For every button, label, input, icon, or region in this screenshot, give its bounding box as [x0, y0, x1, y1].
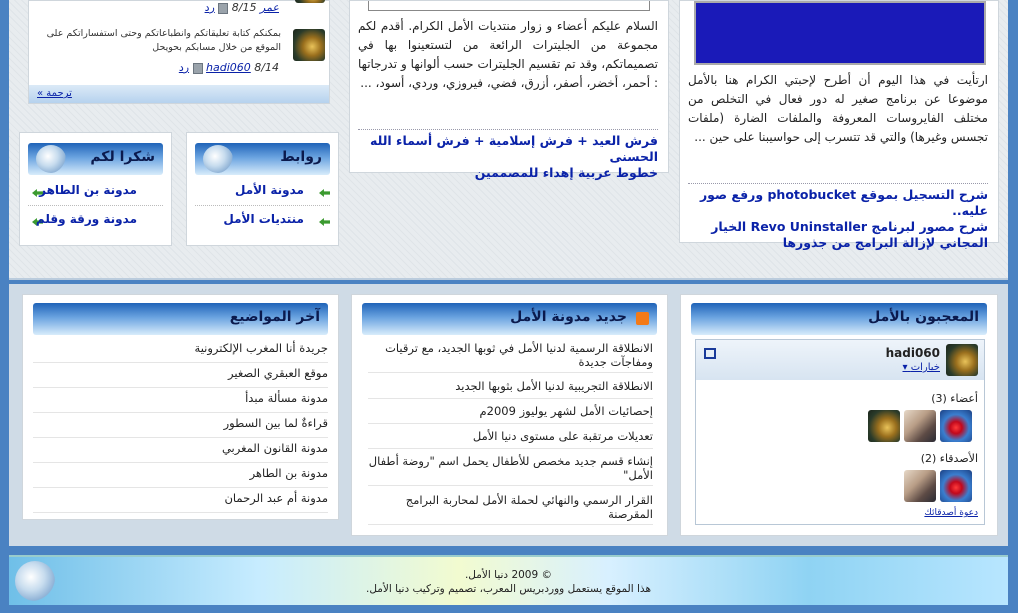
chevron-down-icon: ▾ — [902, 362, 908, 373]
links-link-2[interactable]: منتديات الأمل — [223, 212, 304, 226]
footer — [9, 555, 1008, 605]
thanks-box — [19, 132, 172, 246]
comment-text: بمكنكم كتابة تعليقاتكم وانطباعاتكم وحتى استفساراتكم على الموقع من خلال مسابكم بحويحل — [46, 28, 281, 53]
list-item[interactable]: إحصائيات الأمل لشهر يوليوز 2009م — [368, 404, 653, 424]
list-item[interactable]: إنشاء قسم جديد مخصص للأطفال يحمل اسم "روضة أطفال الأمل" — [368, 454, 653, 486]
article-image — [694, 1, 986, 65]
translate-link[interactable]: ترجمة » — [37, 88, 72, 99]
fans-user-bar — [696, 340, 984, 380]
list-item[interactable]: مدونة أم عبد الرحمان — [33, 491, 328, 513]
friends-label: الأصدقاء (2) — [920, 452, 978, 465]
comments-box — [28, 0, 330, 104]
list-item[interactable]: مدونة مسألة مبدأ — [33, 391, 328, 413]
related-link[interactable]: شرح مصور لبرنامج Revo Uninstaller الخيار — [711, 219, 988, 234]
fans-widget — [695, 339, 985, 525]
related-link[interactable]: المجاني لإزالة البرامج من جذورها — [782, 235, 988, 250]
site-logo-icon — [15, 561, 55, 601]
center-article-links — [358, 133, 658, 181]
right-article-box — [679, 0, 999, 250]
list-item[interactable]: موقع العبقري الصغير — [33, 366, 328, 388]
arrow-icon — [319, 218, 330, 226]
latest-header — [33, 303, 328, 335]
footer-credits: هذا الموقع يستعمل ووردبريس المعرب، تصميم وتركيب دنيا الأمل. — [366, 583, 651, 595]
user-avatar[interactable] — [946, 344, 978, 376]
comment-date: 8/15 — [231, 1, 257, 14]
fans-header — [691, 303, 987, 335]
divider — [358, 129, 658, 130]
footer-copyright: © 2009 دنيا الأمل. — [464, 569, 553, 581]
new-blog-title: جديد مدونة الأمل — [510, 309, 627, 325]
thanks-header — [28, 143, 163, 175]
rss-icon[interactable] — [636, 312, 649, 325]
invite-link[interactable]: دعوة أصدقائك — [924, 508, 978, 518]
comment-user-link[interactable]: hadi060 — [206, 61, 251, 74]
links-title: روابط — [280, 149, 322, 165]
comment-avatar — [293, 29, 325, 61]
divider — [28, 205, 163, 206]
links-link-1[interactable]: مدونة الأمل — [235, 183, 304, 197]
list-item[interactable]: مدونة القانون المغربي — [33, 441, 328, 463]
new-blog-header — [362, 303, 657, 335]
related-link[interactable]: فرش العيد + فرش إسلامية + فرش أسماء الله الحسنى — [370, 133, 658, 164]
list-item[interactable]: مدونة بن الطاهر — [33, 466, 328, 488]
member-avatar[interactable] — [904, 410, 936, 442]
latest-title: آخر المواضيع — [229, 309, 320, 325]
translate-bar — [29, 85, 329, 103]
members-label: أعضاء (3) — [931, 392, 978, 405]
thanks-title: شكرا لكم — [90, 149, 155, 165]
trash-icon[interactable] — [218, 3, 228, 14]
related-link[interactable]: خطوط عربية إهداء للمصممين — [474, 165, 658, 180]
latest-box — [22, 294, 339, 520]
divider — [688, 183, 988, 184]
reply-link[interactable]: رد — [204, 1, 215, 14]
right-article-text: ارتأيت في هذا اليوم أن أطرح لإحبتي الكرام هنا بالأمل موضوعا عن برنامج صغير له دور فعال في التخلص من مختلف الفايروسات المعروفة والملفات الضارة (ملفات تجسس وغيرها) والتي قد تتسرب إلى حواسيبنا على حين ... — [688, 73, 988, 144]
right-article-links — [688, 187, 988, 251]
list-item[interactable]: جريدة أنا المغرب الإلكترونية — [33, 341, 328, 363]
center-article-text: السلام عليكم أعضاء و زوار منتديات الأمل الكرام. أقدم لكم مجموعة من الجليترات الرائعة من لتستعينوا بها في تصميماتكم، وقد تم تقسيم الجليترات حسب ألوانها و تدرجاتها : أحمر، أخضر، أصفر، أزرق، فضي، فيروزي، وردي، أسود، ... — [358, 19, 658, 90]
member-avatar[interactable] — [940, 410, 972, 442]
center-article-box — [349, 0, 669, 180]
fans-title: المعجبون بالأمل — [868, 309, 979, 325]
comment-meta-2 — [179, 61, 279, 74]
divider — [195, 205, 330, 206]
fans-box — [680, 294, 998, 536]
reply-link[interactable]: رد — [178, 61, 190, 74]
links-header — [195, 143, 330, 175]
username[interactable]: hadi060 — [885, 346, 940, 360]
related-link[interactable]: شرح التسجيل بموقع photobucket ورفع صور عليه.. — [699, 187, 988, 218]
list-item[interactable]: الانطلاقة التجريبية لدنيا الأمل بثوبها الجديد — [368, 379, 653, 399]
copy-icon[interactable] — [704, 348, 716, 359]
article-image-frame — [368, 1, 650, 11]
friend-avatar[interactable] — [940, 470, 972, 502]
thanks-link-2[interactable]: مدونة ورقة وقلم — [35, 212, 137, 226]
comment-date: 8/14 — [254, 61, 279, 74]
list-item[interactable]: تعديلات مرتقبة على مستوى دنيا الأمل — [368, 429, 653, 449]
options-link[interactable] — [903, 362, 941, 373]
site-logo-icon — [36, 145, 66, 173]
arrow-icon — [319, 189, 330, 197]
list-item[interactable]: القرار الرسمي والنهائي لحملة الأمل لمحاربة البرامج المقرصنة — [368, 493, 653, 525]
site-logo-icon — [203, 145, 233, 173]
list-item[interactable]: قراءةٌ لما بين السطور — [33, 416, 328, 438]
comment-avatar — [295, 0, 325, 3]
list-item[interactable]: الانطلاقة الرسمية لدنيا الأمل في ثوبها الجديد، مع ترقيات ومفاجآت جديدة — [368, 341, 653, 373]
comment-user-link[interactable]: عمر — [260, 1, 279, 14]
new-blog-box — [351, 294, 668, 536]
friend-avatar[interactable] — [904, 470, 936, 502]
member-avatar[interactable] — [868, 410, 900, 442]
comment-meta-1 — [205, 1, 279, 14]
thanks-link-1[interactable]: مدونة بن الطاهر — [39, 183, 137, 197]
links-box — [186, 132, 339, 246]
options-label: خيارات — [910, 362, 940, 373]
trash-icon[interactable] — [193, 63, 203, 74]
